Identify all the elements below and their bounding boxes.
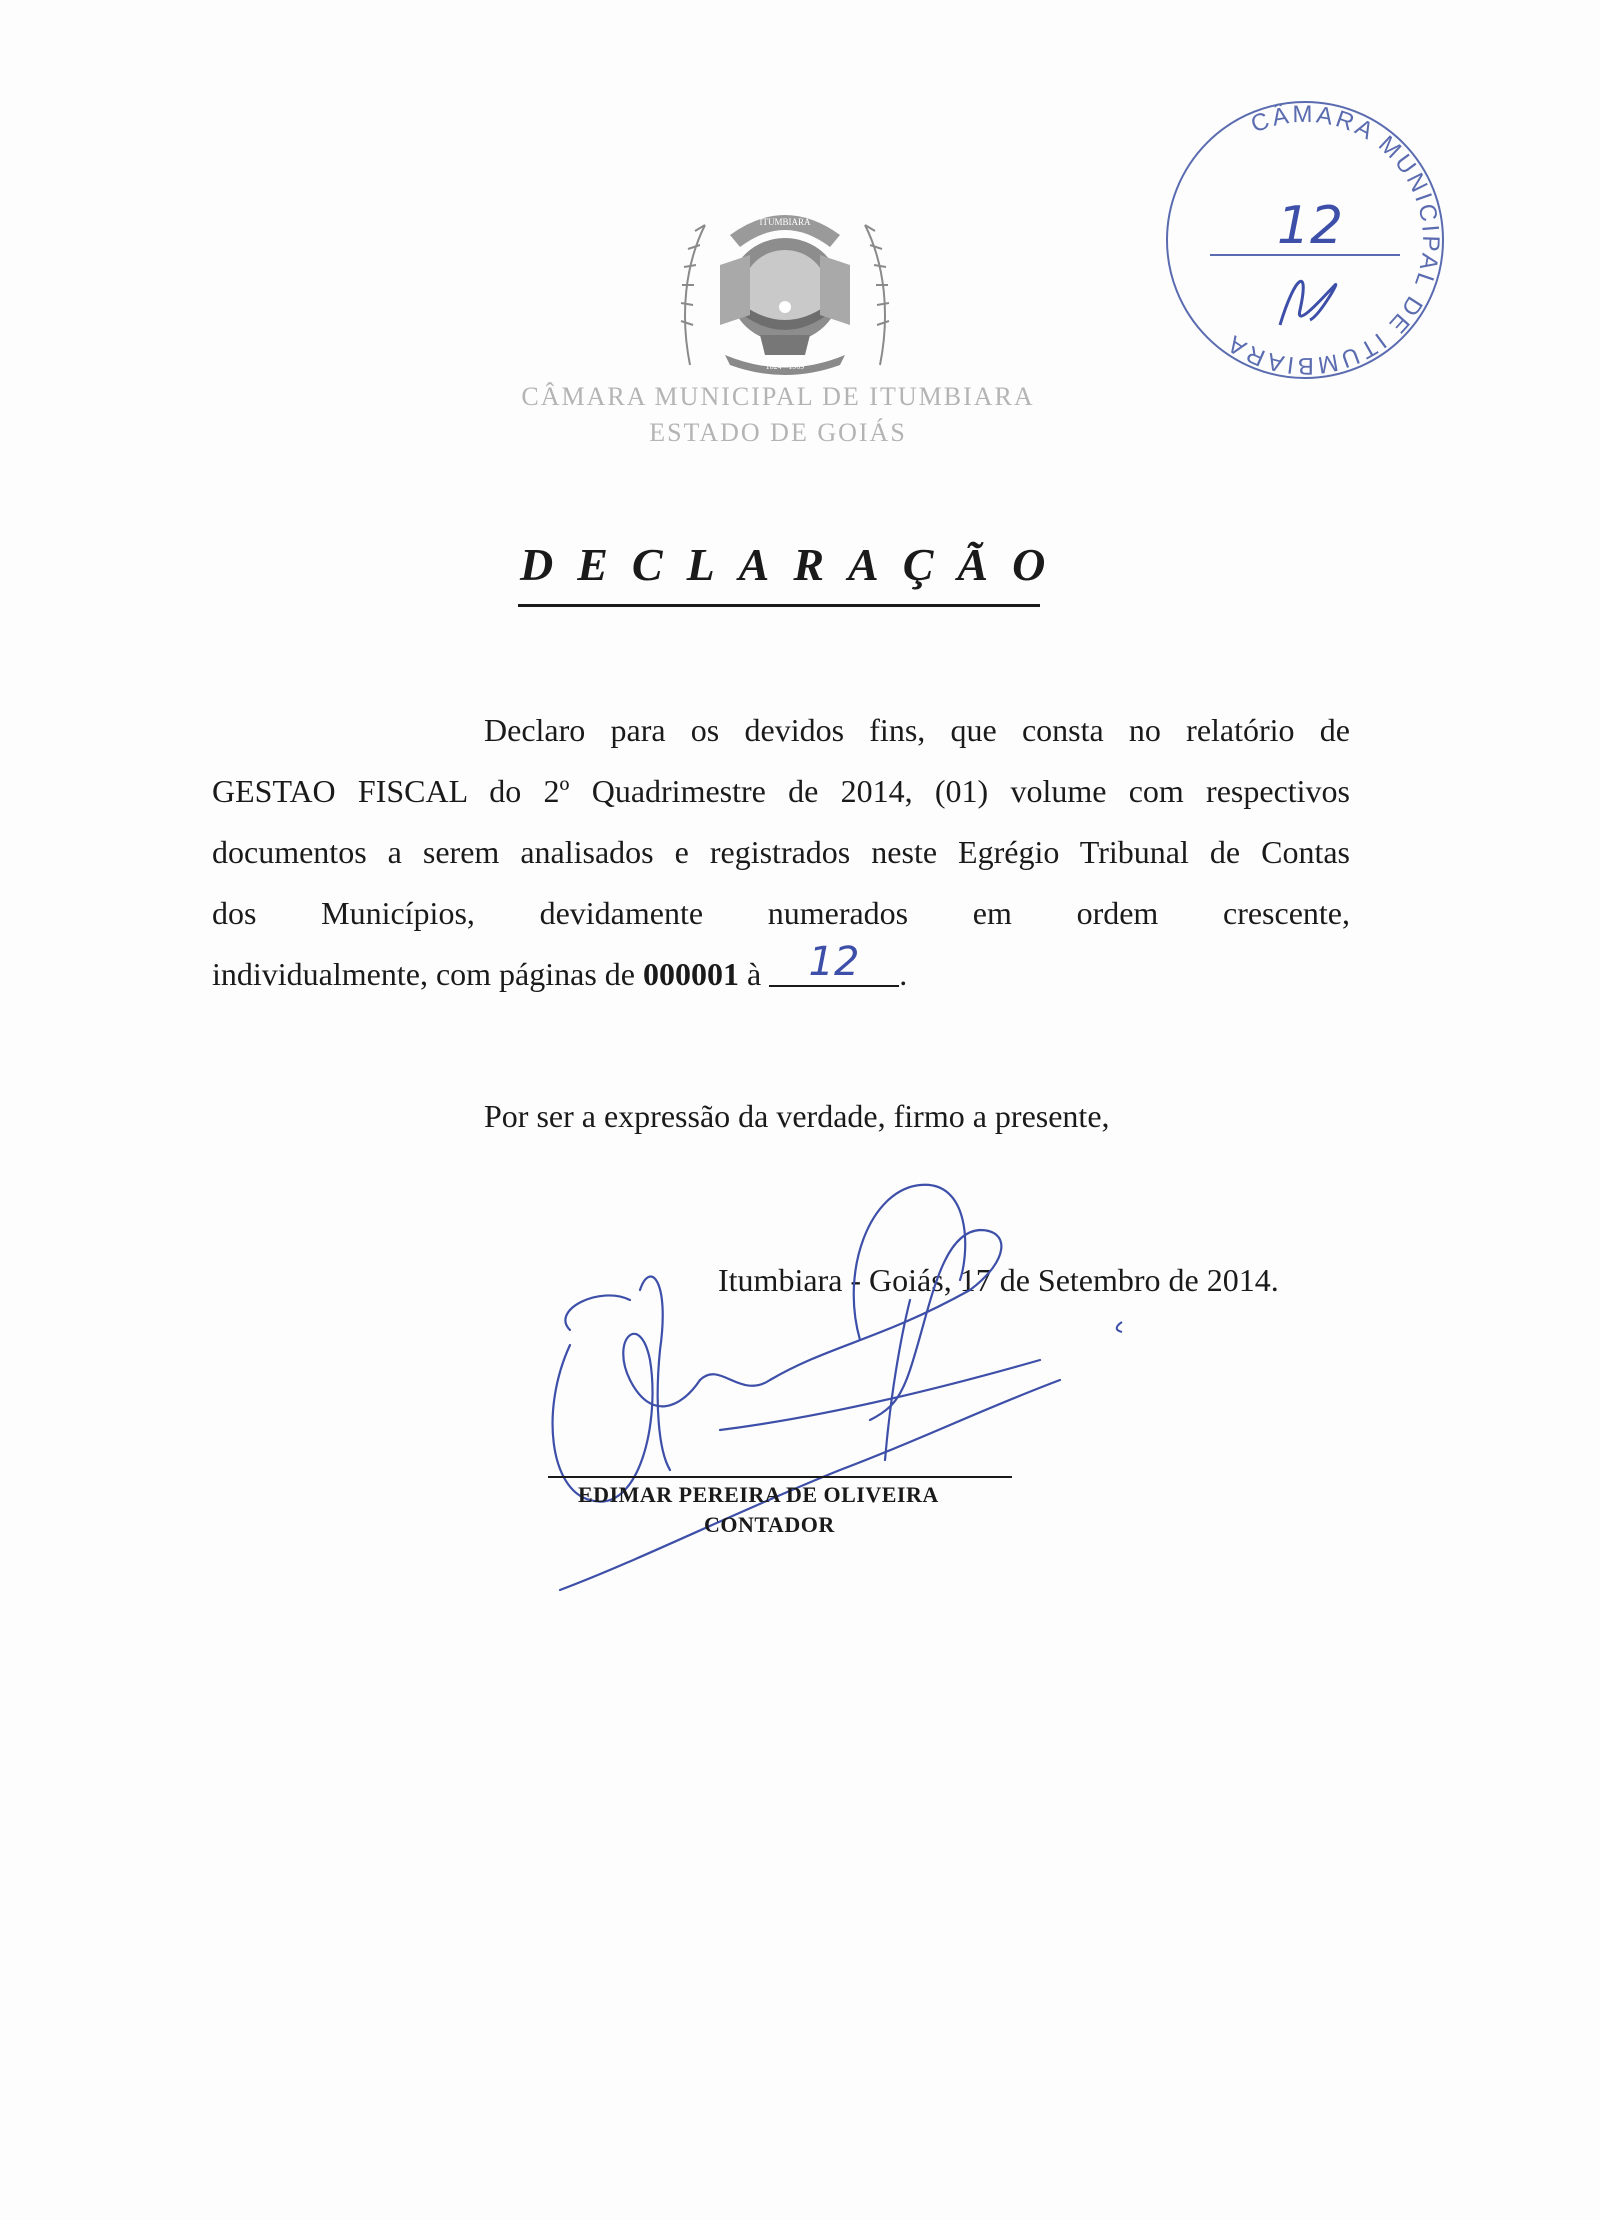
closing-sentence: Por ser a expressão da verdade, firmo a presente, bbox=[484, 1098, 1110, 1134]
declaration-paragraph bbox=[212, 700, 1350, 1005]
svg-text:12: 12 bbox=[808, 939, 860, 985]
body-line-1: Declaro para os devidos fins, que consta no relatório de bbox=[484, 712, 1350, 748]
connector-word: à bbox=[747, 956, 762, 992]
org-state: ESTADO DE GOIÁS bbox=[649, 418, 907, 447]
end-punct: . bbox=[899, 956, 908, 992]
body-line-4: dos Municípios, devidamente numerados em ordem crescente, bbox=[212, 895, 1350, 931]
crest-banner-text: ITUMBIARA bbox=[759, 217, 811, 227]
place-and-date: Itumbiara - Goiás, 17 de Setembro de 2014. bbox=[718, 1262, 1279, 1298]
stamp-ring-text: CÂMARA MUNICIPAL DE ITUMBIARA bbox=[1220, 100, 1445, 380]
title-underline bbox=[518, 604, 1040, 607]
stamp-page-number: 12 bbox=[1276, 196, 1344, 256]
signatory-name: EDIMAR PEREIRA DE OLIVEIRA bbox=[578, 1482, 939, 1507]
handwritten-signature bbox=[540, 1170, 1100, 1610]
org-name: CÂMARA MUNICIPAL DE ITUMBIARA bbox=[521, 382, 1035, 411]
page-number-stamp bbox=[1160, 95, 1450, 385]
signatory-role: CONTADOR bbox=[704, 1512, 835, 1537]
signature-line bbox=[548, 1476, 1012, 1478]
start-page-number: 000001 bbox=[643, 956, 739, 992]
body-line-2: GESTAO FISCAL do 2º Quadrimestre de 2014, (01) volume com respectivos bbox=[212, 773, 1350, 809]
end-page-blank bbox=[769, 939, 899, 987]
stray-ink-mark bbox=[1108, 1318, 1128, 1338]
declaration-body bbox=[212, 700, 1350, 1005]
coat-of-arms-emblem bbox=[660, 195, 910, 375]
stamp-rubric-initials bbox=[1280, 281, 1336, 325]
crest-years-text: 1824 - 1909 bbox=[765, 362, 805, 371]
document-title: DECLARAÇÃO bbox=[520, 539, 1070, 590]
body-line-5 bbox=[212, 939, 1350, 1005]
body-line-3: documentos a serem analisados e registrados neste Egrégio Tribunal de Contas bbox=[212, 834, 1350, 870]
handwritten-end-page bbox=[769, 937, 899, 987]
body-line-5-prefix: individualmente, com páginas de bbox=[212, 956, 635, 992]
